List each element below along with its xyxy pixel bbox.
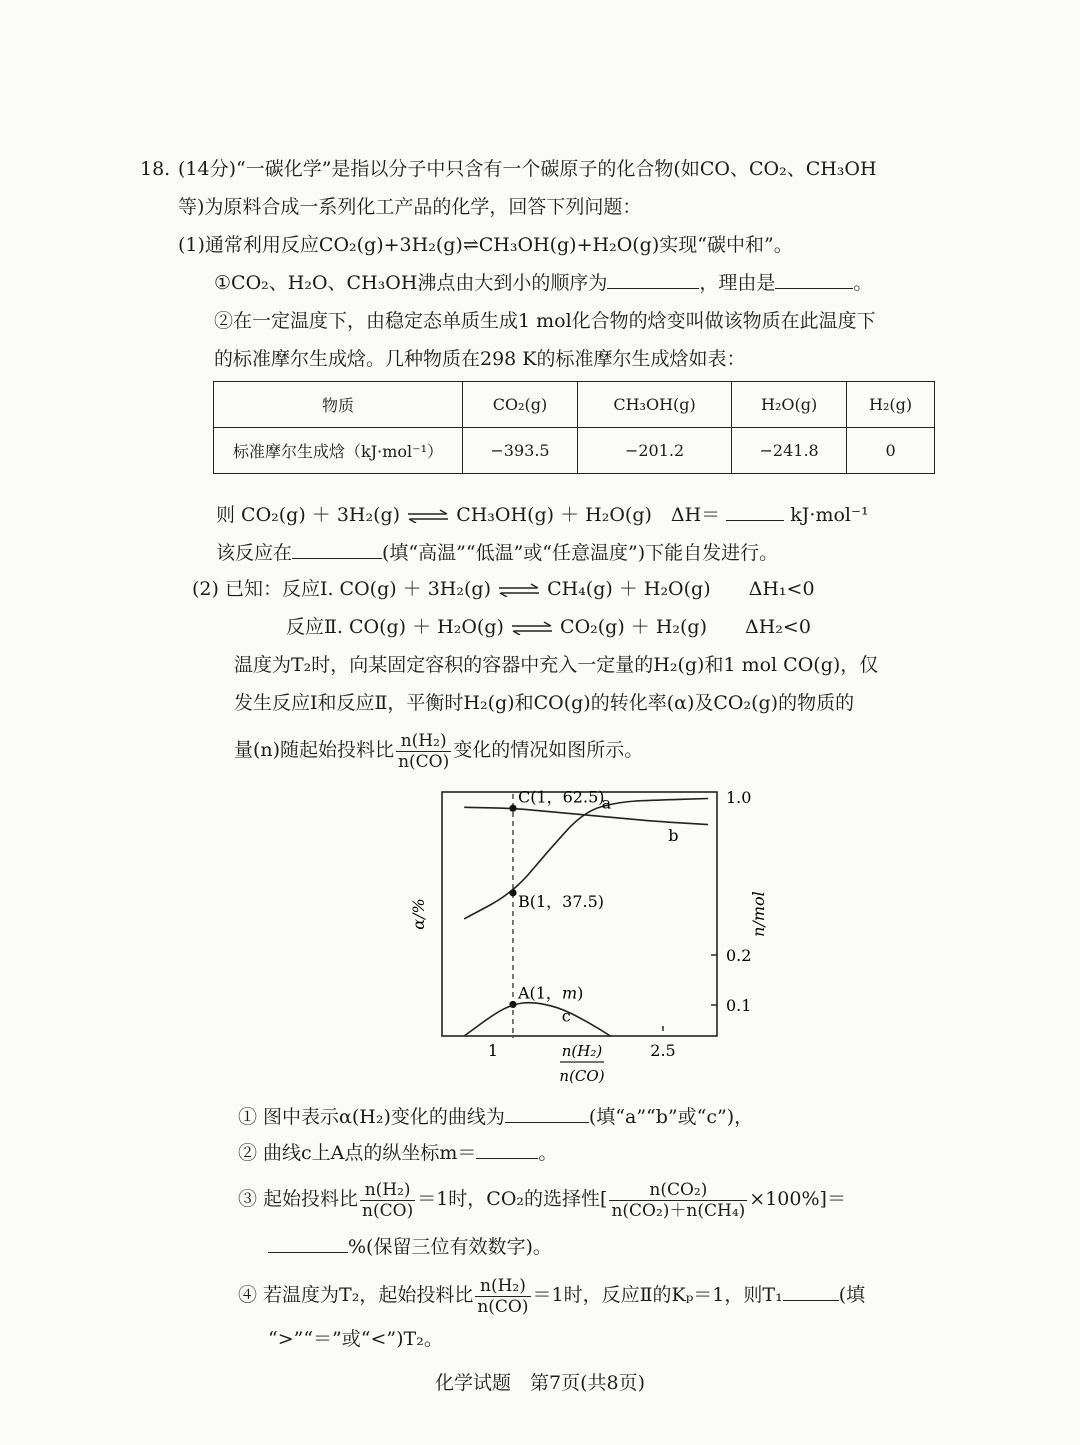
feed-ratio-fraction	[475, 1276, 530, 1317]
question-number: 18.	[140, 158, 171, 180]
feed-ratio-numerator: n(H₂)	[360, 1180, 415, 1201]
spontaneity-suffix: (填“高温”“低温”或“任意温度”)下能自发进行。	[382, 542, 779, 564]
answer-blank-spontaneity[interactable]	[292, 540, 382, 559]
conversion-chart	[400, 780, 800, 1100]
part1-q1-end: 。	[853, 272, 873, 294]
subq-3-line2	[268, 1234, 552, 1260]
subq-2	[238, 1140, 557, 1166]
right-tick-3: 0.1	[726, 996, 752, 1015]
part2-desc-3-prefix: 量(n)随起始投料比	[234, 739, 395, 761]
subq-4	[238, 1272, 865, 1318]
part2-desc-3	[234, 728, 643, 772]
part1-q1	[214, 270, 872, 296]
answer-blank-temperature[interactable]	[783, 1282, 839, 1301]
question-intro-1: (14分)“一碳化学”是指以分子中只含有一个碳原子的化合物(如CO、CO₂、CH₃OH	[178, 158, 877, 180]
selectivity-fraction	[609, 1180, 747, 1221]
x-label-denominator: n(CO)	[559, 1067, 605, 1085]
table-cell: −241.8	[732, 428, 847, 474]
right-tick-1: 1.0	[726, 788, 752, 807]
table-header-row	[214, 382, 935, 428]
subq-1	[238, 1104, 753, 1130]
x-tick-1: 1	[487, 1041, 499, 1060]
table-row-label: 标准摩尔生成焓（kJ·mol⁻¹）	[214, 428, 463, 474]
x-tick-2: 2.5	[650, 1041, 676, 1060]
point-B	[509, 889, 516, 896]
equilibrium-arrow-icon	[406, 509, 450, 523]
reaction-1	[192, 576, 815, 602]
subq-1-prefix: ① 图中表示α(H₂)变化的曲线为	[238, 1106, 505, 1128]
subq-4-prefix: ④ 若温度为T₂，起始投料比	[238, 1284, 474, 1306]
equilibrium-arrow-icon	[497, 583, 541, 597]
table-header-cell: H₂(g)	[847, 382, 935, 428]
point-B-label: B(1，37.5)	[517, 891, 605, 911]
reaction-1-prefix: (2) 已知：反应Ⅰ. CO(g) ＋ 3H₂(g)	[192, 578, 491, 600]
point-A-label: A(1，m)	[517, 983, 584, 1003]
delta-h-line	[216, 502, 869, 528]
feed-ratio-denominator: n(CO)	[477, 1296, 529, 1317]
table-row	[214, 428, 935, 474]
series-layer	[464, 793, 708, 1036]
part1-q2-line1: ②在一定温度下，由稳定态单质生成1 mol化合物的焓变叫做该物质在此温度下	[214, 310, 876, 332]
answer-blank-boiling-order[interactable]	[607, 270, 699, 289]
table-cell: −393.5	[463, 428, 578, 474]
right-tick-2: 0.2	[726, 946, 752, 965]
point-C-label: C(1，62.5)	[517, 787, 605, 807]
feed-ratio-numerator: n(H₂)	[475, 1276, 530, 1297]
part2-desc-3-suffix: 变化的情况如图所示。	[453, 739, 644, 761]
reaction-1-suffix: CH₄(g) ＋ H₂O(g) ΔH₁<0	[547, 578, 815, 600]
subq-3-end: ×100%]＝	[749, 1188, 846, 1210]
reaction-2-suffix: CO₂(g) ＋ H₂(g) ΔH₂<0	[560, 616, 811, 638]
series-a-label: a	[601, 793, 612, 813]
part1-stem: (1)通常利用反应CO₂(g)+3H₂(g)⇌CH₃OH(g)+H₂O(g)实现“碳中和”。	[178, 234, 793, 256]
table-cell: −201.2	[578, 428, 732, 474]
point-C	[509, 805, 516, 812]
answer-blank-curve[interactable]	[505, 1104, 589, 1123]
subq-2-prefix: ② 曲线c上A点的纵坐标m＝	[238, 1142, 477, 1164]
spontaneity-line	[216, 540, 778, 566]
part1-q2-line2: 的标准摩尔生成焓。几种物质在298 K的标准摩尔生成焓如表：	[214, 348, 746, 370]
table-header-cell: CO₂(g)	[463, 382, 578, 428]
reaction-2-prefix: 反应Ⅱ. CO(g) ＋ H₂O(g)	[286, 616, 504, 638]
feed-ratio-fraction	[360, 1180, 415, 1221]
delta-h-left: 则 CO₂(g) ＋ 3H₂(g)	[216, 504, 401, 526]
equilibrium-arrow-icon	[510, 621, 554, 635]
subq-3-line2-text: %(保留三位有效数字)。	[348, 1236, 552, 1258]
selectivity-denominator: n(CO₂)＋n(CH₄)	[611, 1200, 746, 1221]
point-A	[509, 1001, 516, 1008]
series-b-line	[464, 807, 708, 824]
table-header-cell: H₂O(g)	[732, 382, 847, 428]
subq-3	[238, 1176, 846, 1222]
y-axis-label-left: α/%	[409, 898, 428, 930]
reaction-2	[286, 614, 811, 640]
page-footer: 化学试题 第7页(共8页)	[434, 1372, 645, 1394]
subq-4-end: (填	[838, 1284, 866, 1306]
point-layer	[509, 787, 604, 1008]
answer-blank-m[interactable]	[476, 1140, 538, 1159]
part2-desc-1: 温度为T₂时，向某固定容积的容器中充入一定量的H₂(g)和1 mol CO(g)，仅	[234, 654, 879, 676]
question-intro-2: 等)为原料合成一系列化工产品的化学，回答下列问题：	[178, 196, 642, 218]
feed-ratio-numerator: n(H₂)	[396, 731, 451, 752]
part1-q1-mid: ，理由是	[699, 272, 776, 294]
feed-ratio-denominator: n(CO)	[362, 1200, 414, 1221]
x-label-numerator: n(H₂)	[561, 1042, 603, 1060]
spontaneity-prefix: 该反应在	[216, 542, 293, 564]
table-header-cell: 物质	[214, 382, 463, 428]
answer-blank-delta-h[interactable]	[726, 502, 784, 521]
delta-h-unit: kJ·mol⁻¹	[790, 504, 869, 526]
selectivity-numerator: n(CO₂)	[609, 1180, 747, 1201]
subq-2-suffix: 。	[538, 1142, 558, 1164]
feed-ratio-fraction	[396, 731, 451, 772]
table-cell: 0	[847, 428, 935, 474]
series-c-line	[464, 1003, 610, 1036]
delta-h-right: CH₃OH(g) ＋ H₂O(g) ΔH＝	[456, 504, 721, 526]
part1-q1-text: ①CO₂、H₂O、CH₃OH沸点由大到小的顺序为	[214, 272, 608, 294]
series-c-label: c	[561, 1006, 571, 1026]
subq-3-prefix: ③ 起始投料比	[238, 1188, 359, 1210]
y-axis-label-right: n/mol	[749, 891, 768, 937]
answer-blank-selectivity[interactable]	[268, 1234, 348, 1253]
table-header-cell: CH₃OH(g)	[578, 382, 732, 428]
feed-ratio-denominator: n(CO)	[398, 751, 450, 772]
subq-3-mid: ＝1时，CO₂的选择性[	[417, 1188, 608, 1210]
series-b-label: b	[668, 825, 679, 845]
subq-1-suffix: (填“a”“b”或“c”)，	[588, 1106, 754, 1128]
subq-4-line2: “>”“＝”或“<”)T₂。	[268, 1328, 443, 1350]
enthalpy-table	[213, 381, 935, 474]
part2-desc-2: 发生反应Ⅰ和反应Ⅱ，平衡时H₂(g)和CO(g)的转化率(α)及CO₂(g)的物质的	[234, 692, 855, 714]
answer-blank-reason[interactable]	[775, 270, 853, 289]
subq-4-mid: ＝1时，反应Ⅱ的Kₚ＝1，则T₁	[532, 1284, 783, 1306]
